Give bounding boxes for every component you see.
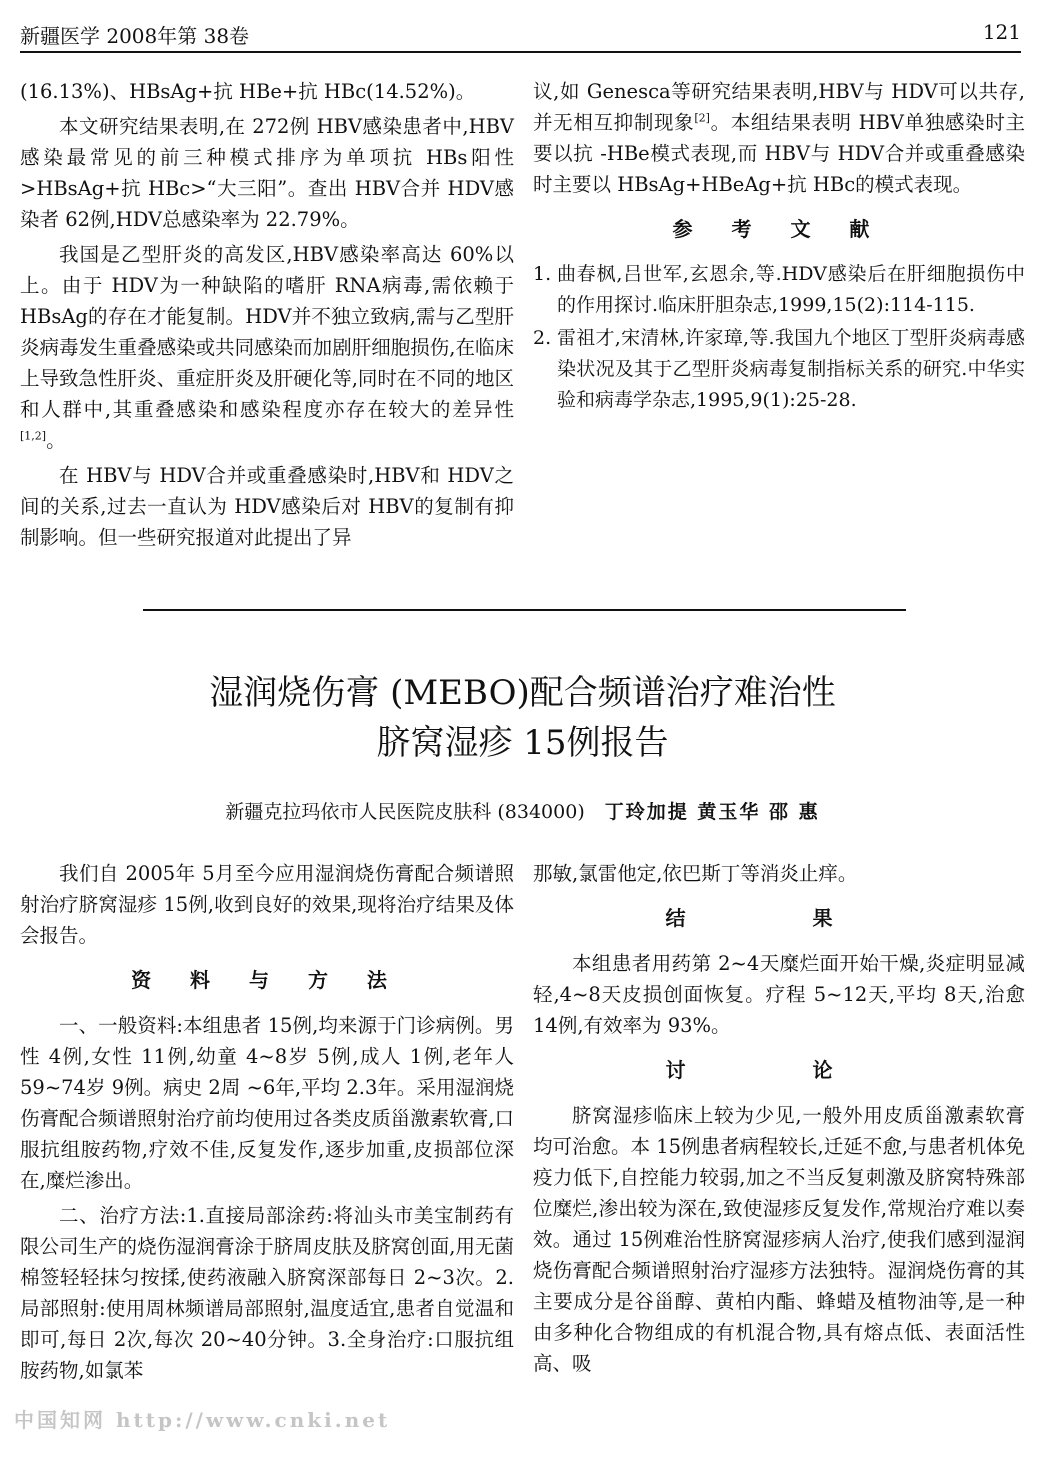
paragraph: 我国是乙型肝炎的高发区,HBV感染率高达 60%以上。由于 HDV为一种缺陷的嗜肝 RNA病毒,需依赖于 HBsAg的存在才能复制。HDV并不独立致病,需与乙型肝炎病毒发生重叠感染或共同感染而加剧肝细胞损伤,在临床上导致急性肝炎、重症肝炎及肝硬化等,同时在不同的地区和人群中,其重叠感染和感染程度亦存在较大的差异性[1,2]。 (20, 243, 514, 452)
title-line: 脐窝湿疹 15例报告 (376, 723, 669, 763)
discussion-heading: 讨 论 (665, 1058, 893, 1082)
running-header (20, 20, 1021, 50)
journal-name: 新疆医学 2008年第 38卷 (20, 24, 250, 48)
references-heading: 参 考 文 献 (672, 217, 886, 241)
bottom-right-column (533, 858, 1025, 1383)
top-left-column (20, 76, 514, 557)
article-title (0, 668, 1045, 768)
methods-heading: 资 料 与 方 法 (131, 968, 403, 992)
reference-item: 1. 曲春枫,吕世军,玄恩余,等.HDV感染后在肝细胞损伤中的作用探讨.临床肝胆杂志,1999,15(2):114-115. (533, 263, 1025, 316)
paragraph: 那敏,氯雷他定,依巴斯丁等消炎止痒。 (533, 862, 858, 885)
citation: [2] (694, 111, 710, 125)
paragraph: 议,如 Genesca等研究结果表明,HBV与 HDV可以共存,并无相互抑制现象[2]。本组结果表明 HBV单独感染时主要以抗 -HBe模式表现,而 HBV与 HDV合并或重叠感染时主要以 HBsAg+HBeAg+抗 HBc的模式表现。 (533, 80, 1025, 196)
page-number: 121 (982, 20, 1021, 44)
results-heading: 结 果 (665, 906, 893, 930)
paragraph: (16.13%)、HBsAg+抗 HBe+抗 HBc(14.52%)。 (20, 80, 476, 103)
paragraph: 我们自 2005年 5月至今应用湿润烧伤膏配合频谱照射治疗脐窝湿疹 15例,收到良好的效果,现将治疗结果及体会报告。 (20, 862, 514, 947)
header-rule (20, 51, 1021, 53)
paragraph: 在 HBV与 HDV合并或重叠感染时,HBV和 HDV之间的关系,过去一直认为 HDV感染后对 HBV的复制有抑制影响。但一些研究报道对此提出了异 (20, 464, 514, 549)
byline (0, 797, 1045, 824)
paragraph: 二、治疗方法:1.直接局部涂药:将汕头市美宝制药有限公司生产的烧伤湿润膏涂于脐周皮肤及脐窝创面,用无菌棉签轻轻抹匀按揉,使药液融入脐窝深部每日 2~3次。2.局部照射:使用周林频谱局部照射,温度适宜,患者自觉温和即可,每日 2次,每次 20~40分钟。3.全身治疗:口服抗组胺药物,如氯苯 (20, 1204, 514, 1382)
authors: 丁玲加提 黄玉华 邵 惠 (604, 801, 820, 823)
bottom-left-column (20, 858, 514, 1390)
reference-item: 2. 雷祖才,宋清林,许家璋,等.我国九个地区丁型肝炎病毒感染状况及其于乙型肝炎病毒复制指标关系的研究.中华实验和病毒学杂志,1995,9(1):25-28. (533, 327, 1025, 411)
top-right-column (533, 76, 1025, 418)
affiliation: 新疆克拉玛依市人民医院皮肤科 (834000) (225, 801, 585, 823)
paragraph: 本文研究结果表明,在 272例 HBV感染患者中,HBV感染最常见的前三种模式排序为单项抗 HBs阳性>HBsAg+抗 HBc>“大三阳”。查出 HBV合并 HDV感染者 62例,HDV总感染率为 22.79%。 (20, 115, 514, 231)
title-line: 湿润烧伤膏 (MEBO)配合频谱治疗难治性 (209, 673, 836, 713)
article-divider (143, 609, 906, 611)
citation: [1,2] (20, 429, 47, 443)
paragraph: 一、一般资料:本组患者 15例,均来源于门诊病例。男性 4例,女性 11例,幼童 4~8岁 5例,成人 1例,老年人 59~74岁 9例。病史 2周 ~6年,平均 2.3年。采用湿润烧伤膏配合频谱照射治疗前均使用过各类皮质甾激素软膏,口服抗组胺药物,疗效不佳,反复发作,逐步加重,皮损部位深在,糜烂渗出。 (20, 1014, 514, 1192)
paragraph: 本组患者用药第 2~4天糜烂面开始干燥,炎症明显减轻,4~8天皮损创面恢复。疗程 5~12天,平均 8天,治愈 14例,有效率为 93%。 (533, 952, 1025, 1037)
paragraph: 脐窝湿疹临床上较为少见,一般外用皮质甾激素软膏均可治愈。本 15例患者病程较长,迁延不愈,与患者机体免疫力低下,自控能力较弱,加之不当反复刺激及脐窝特殊部位糜烂,渗出较为深在,致使湿疹反复发作,常规治疗难以奏效。通过 15例难治性脐窝湿疹病人治疗,使我们感到湿润烧伤膏配合频谱照射治疗湿疹方法独特。湿润烧伤膏的其主要成分是谷甾醇、黄柏内酯、蜂蜡及植物油等,是一种由多种化合物组成的有机混合物,具有熔点低、表面活性高、吸 (533, 1104, 1025, 1375)
watermark: 中国知网 http://www.cnki.net (14, 1408, 391, 1432)
